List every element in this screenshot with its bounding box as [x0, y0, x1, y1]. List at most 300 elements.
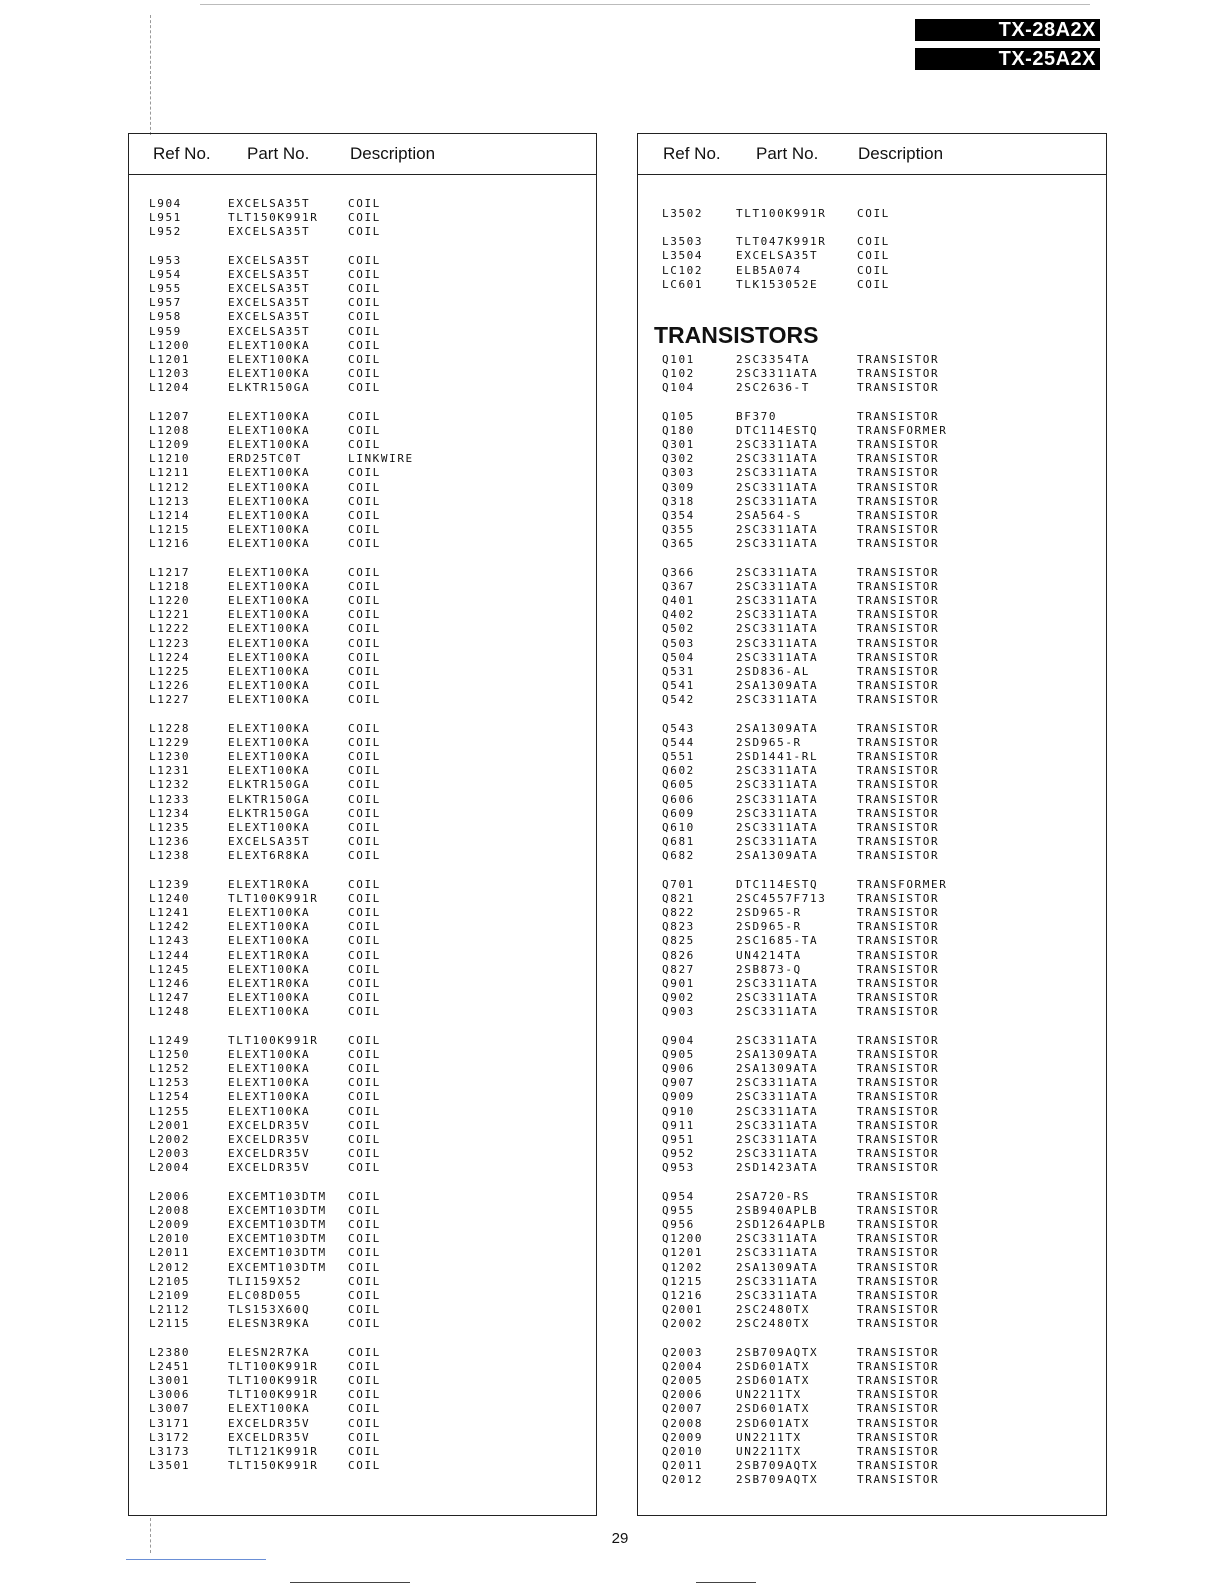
description-cell: TRANSISTOR [857, 977, 940, 990]
ref-no-cell: L1209 [149, 438, 191, 451]
description-cell: COIL [348, 338, 381, 352]
table-row [129, 1034, 596, 1047]
table-row [638, 367, 1106, 380]
part-no-cell: 2SB873-Q [736, 962, 802, 976]
description-cell: COIL [348, 1246, 381, 1260]
ref-no-cell: Q901 [662, 977, 695, 990]
table-row [638, 1105, 1106, 1118]
ref-no-cell: Q301 [662, 438, 695, 451]
table-row [129, 991, 596, 1004]
description-cell: COIL [348, 466, 381, 480]
part-no-cell: TLT100K991R [228, 891, 319, 905]
ref-no-cell: L1221 [149, 608, 191, 622]
description-cell: TRANSISTOR [857, 565, 940, 579]
ref-no-cell: L954 [149, 267, 182, 281]
description-cell: TRANSISTOR [857, 1317, 940, 1331]
part-no-cell: EXCELSA35T [228, 225, 311, 239]
description-cell: TRANSISTOR [857, 608, 940, 622]
part-no-cell: TLT100K991R [228, 1359, 319, 1373]
ref-no-cell: L2006 [149, 1189, 191, 1203]
table-row [638, 821, 1106, 834]
part-no-cell: 2SC3311ATA [736, 367, 819, 381]
ref-no-cell: Q365 [662, 537, 695, 551]
part-no-cell: 2SC3311ATA [736, 1133, 819, 1146]
footer-link-rule [126, 1559, 266, 1560]
description-cell: COIL [348, 537, 381, 551]
ref-no-cell: L1218 [149, 579, 191, 593]
table-row [129, 367, 596, 380]
ref-no-cell: Q827 [662, 962, 695, 976]
ref-no-cell: Q952 [662, 1147, 695, 1161]
section-title-transistors: TRANSISTORS [654, 322, 819, 348]
table-row [129, 481, 596, 494]
ref-no-cell: Q2001 [662, 1303, 704, 1317]
ref-no-cell: L2109 [149, 1289, 191, 1302]
table-row [638, 1275, 1106, 1288]
part-no-cell: ELEXT100KA [228, 650, 311, 664]
part-no-cell: 2SC3311ATA [736, 1232, 819, 1246]
part-no-cell: ELEXT100KA [228, 750, 311, 763]
ref-no-cell: Q180 [662, 423, 695, 437]
part-no-cell: EXCELSA35T [228, 253, 311, 267]
description-cell: TRANSFORMER [857, 423, 948, 437]
ref-no-cell: Q2006 [662, 1388, 704, 1402]
description-cell: COIL [348, 296, 381, 310]
description-cell: TRANSISTOR [857, 750, 940, 763]
ref-no-cell: L1226 [149, 679, 191, 693]
ref-no-cell: L2001 [149, 1118, 191, 1132]
description-cell: COIL [348, 1416, 381, 1430]
part-no-cell: 2SC3311ATA [736, 636, 819, 650]
ref-no-cell: L2003 [149, 1147, 191, 1161]
description-cell: TRANSISTOR [857, 806, 940, 820]
description-cell: TRANSISTOR [857, 693, 940, 707]
description-cell: TRANSISTOR [857, 1459, 940, 1473]
description-cell: COIL [857, 263, 890, 277]
ref-no-cell: L1235 [149, 821, 191, 834]
ref-no-cell: Q366 [662, 565, 695, 579]
description-cell: TRANSISTOR [857, 849, 940, 863]
ref-no-cell: L3503 [662, 235, 704, 249]
part-no-cell: 2SC3311ATA [736, 977, 819, 990]
ref-no-cell: Q1200 [662, 1232, 704, 1246]
table-row [638, 736, 1106, 749]
table-row [129, 1147, 596, 1160]
table-row [129, 268, 596, 281]
part-no-cell: 2SC3311ATA [736, 778, 819, 792]
description-cell: COIL [348, 891, 381, 905]
table-row [638, 580, 1106, 593]
ref-no-cell: Q605 [662, 778, 695, 792]
table-row [129, 254, 596, 267]
footer-rule [290, 1582, 410, 1583]
part-no-cell: ELEXT100KA [228, 665, 311, 678]
ref-no-cell: Q606 [662, 792, 695, 806]
table-row [638, 920, 1106, 933]
ref-no-cell: L1225 [149, 665, 191, 678]
table-row [129, 1062, 596, 1075]
table-row [129, 1374, 596, 1387]
table-row [129, 1317, 596, 1330]
ref-no-cell: Q2008 [662, 1416, 704, 1430]
part-no-cell: EXCELDR35V [228, 1161, 311, 1175]
ref-no-cell: L959 [149, 324, 182, 338]
part-no-cell: 2SA1309ATA [736, 679, 819, 693]
table-row [129, 424, 596, 437]
part-no-cell: ELEXT100KA [228, 565, 311, 579]
ref-no-cell: Q1216 [662, 1289, 704, 1302]
ref-no-cell: L1208 [149, 423, 191, 437]
description-cell: COIL [348, 948, 381, 962]
part-no-cell: 2SC3311ATA [736, 594, 819, 607]
part-no-cell: 2SA564-S [736, 509, 802, 522]
ref-no-cell: Q309 [662, 480, 695, 494]
ref-no-cell: L1236 [149, 835, 191, 849]
part-no-cell: 2SD836-AL [736, 665, 811, 678]
table-row [129, 1048, 596, 1061]
part-no-cell: ELEXT100KA [228, 693, 311, 707]
description-cell: TRANSISTOR [857, 438, 940, 451]
ref-no-cell: Q503 [662, 636, 695, 650]
description-cell: COIL [348, 1133, 381, 1146]
table-row [129, 1346, 596, 1359]
description-cell: TRANSISTOR [857, 636, 940, 650]
table-row [129, 1090, 596, 1103]
part-no-cell: ELEXT100KA [228, 991, 311, 1005]
ref-no-cell: L955 [149, 282, 182, 295]
description-cell: COIL [857, 207, 890, 220]
description-cell: COIL [348, 735, 381, 749]
ref-no-cell: L1241 [149, 906, 191, 919]
description-cell: COIL [348, 934, 381, 948]
part-no-cell: EXCEMT103DTM [228, 1260, 327, 1274]
description-cell: TRANSISTOR [857, 622, 940, 636]
part-no-cell: ELESN3R9KA [228, 1317, 311, 1331]
ref-no-cell: Q682 [662, 849, 695, 863]
table-row [129, 1360, 596, 1373]
part-no-cell: ELEXT100KA [228, 608, 311, 622]
description-cell: COIL [348, 523, 381, 537]
table-row [129, 849, 596, 862]
description-cell: TRANSISTOR [857, 1260, 940, 1274]
part-no-cell: 2SC3311ATA [736, 650, 819, 664]
description-cell: TRANSISTOR [857, 1473, 940, 1487]
description-cell: TRANSISTOR [857, 537, 940, 551]
ref-no-cell: L1220 [149, 594, 191, 607]
ref-no-cell: L3001 [149, 1374, 191, 1387]
table-row [129, 1417, 596, 1430]
table-row [638, 566, 1106, 579]
description-cell: COIL [348, 1260, 381, 1274]
table-row [638, 934, 1106, 947]
table-row [129, 197, 596, 210]
table-row [129, 963, 596, 976]
table-row [638, 807, 1106, 820]
table-row [638, 1431, 1106, 1444]
description-cell: COIL [348, 594, 381, 607]
table-row [638, 949, 1106, 962]
table-row [638, 1317, 1106, 1330]
description-cell: TRANSISTOR [857, 1203, 940, 1217]
table-header [638, 134, 1106, 175]
ref-no-cell: Q542 [662, 693, 695, 707]
ref-no-cell: Q903 [662, 1005, 695, 1019]
table-row [638, 963, 1106, 976]
part-no-cell: 2SD601ATX [736, 1416, 811, 1430]
description-cell: TRANSISTOR [857, 991, 940, 1005]
ref-no-cell: L951 [149, 211, 182, 225]
table-row [638, 1459, 1106, 1472]
description-cell: COIL [348, 1303, 381, 1317]
description-cell: TRANSISTOR [857, 1218, 940, 1231]
description-cell: COIL [348, 438, 381, 451]
table-row [129, 651, 596, 664]
description-cell: COIL [348, 821, 381, 834]
part-no-cell: TLT100K991R [228, 1388, 319, 1402]
part-no-cell: ELEXT100KA [228, 480, 311, 494]
table-row [638, 1388, 1106, 1401]
part-no-cell: ELC08D055 [228, 1289, 303, 1302]
part-no-cell: ELEXT100KA [228, 764, 311, 778]
table-row [129, 1218, 596, 1231]
ref-no-cell: L2105 [149, 1274, 191, 1288]
table-row [129, 1459, 596, 1472]
description-cell: TRANSISTOR [857, 1133, 940, 1146]
part-no-cell: ELEXT100KA [228, 920, 311, 934]
description-cell: COIL [348, 1232, 381, 1246]
description-cell: COIL [348, 608, 381, 622]
ref-no-cell: L904 [149, 197, 182, 210]
description-cell: COIL [348, 1147, 381, 1161]
ref-no-cell: Q609 [662, 806, 695, 820]
description-cell: TRANSISTOR [857, 1303, 940, 1317]
ref-no-cell: L1228 [149, 721, 191, 735]
description-cell: COIL [348, 1388, 381, 1402]
part-no-cell: 2SA1309ATA [736, 721, 819, 735]
description-cell: COIL [348, 267, 381, 281]
part-no-cell: UN2211TX [736, 1388, 802, 1402]
part-no-cell: 2SD965-R [736, 735, 802, 749]
table-row [638, 452, 1106, 465]
description-cell: COIL [348, 877, 381, 891]
table-row [638, 722, 1106, 735]
part-no-cell: ELEXT100KA [228, 409, 311, 423]
table-row [638, 977, 1106, 990]
table-row [129, 1204, 596, 1217]
ref-no-cell: Q104 [662, 381, 695, 395]
table-row [638, 1090, 1106, 1103]
part-no-cell: EXCEMT103DTM [228, 1203, 327, 1217]
description-cell: COIL [348, 1218, 381, 1231]
ref-no-cell: L1250 [149, 1047, 191, 1061]
part-no-cell: 2SC3311ATA [736, 1274, 819, 1288]
part-no-cell: ELEXT100KA [228, 353, 311, 366]
table-row [129, 225, 596, 238]
part-no-cell: ELKTR150GA [228, 778, 311, 792]
description-cell: COIL [348, 962, 381, 976]
ref-no-cell: Q551 [662, 750, 695, 763]
part-no-cell: ELEXT6R8KA [228, 849, 311, 863]
part-no-cell: ELEXT100KA [228, 735, 311, 749]
table-row [129, 1431, 596, 1444]
table-row [638, 793, 1106, 806]
ref-no-cell: L3173 [149, 1445, 191, 1458]
description-cell: COIL [348, 1445, 381, 1458]
part-no-cell: 2SC3311ATA [736, 1246, 819, 1260]
description-cell: COIL [348, 282, 381, 295]
ref-no-cell: L1247 [149, 991, 191, 1005]
ref-no-cell: L1210 [149, 452, 191, 466]
ref-no-cell: Q821 [662, 891, 695, 905]
table-row [638, 637, 1106, 650]
part-no-cell: ELEXT1R0KA [228, 948, 311, 962]
table-row [129, 211, 596, 224]
col-header-part-no: Part No. [247, 144, 310, 163]
description-cell: TRANSISTOR [857, 934, 940, 948]
ref-no-cell: L2011 [149, 1246, 191, 1260]
ref-no-cell: LC102 [662, 263, 704, 277]
part-no-cell: 2SD1423ATA [736, 1161, 819, 1175]
description-cell: COIL [348, 480, 381, 494]
description-cell: COIL [348, 679, 381, 693]
table-row [638, 1289, 1106, 1302]
ref-no-cell: L957 [149, 296, 182, 310]
description-cell: COIL [857, 249, 890, 263]
description-cell: COIL [348, 225, 381, 239]
ref-no-cell: L2008 [149, 1203, 191, 1217]
ref-no-cell: L1242 [149, 920, 191, 934]
ref-no-cell: L1248 [149, 1005, 191, 1019]
table-row [638, 1346, 1106, 1359]
table-row [129, 1232, 596, 1245]
part-no-cell: TLT150K991R [228, 211, 319, 225]
table-row [129, 878, 596, 891]
table-row [129, 410, 596, 423]
part-no-cell: ELEXT100KA [228, 821, 311, 834]
description-cell: TRANSISTOR [857, 381, 940, 395]
part-no-cell: ELEXT100KA [228, 636, 311, 650]
part-no-cell: 2SD965-R [736, 906, 802, 919]
ref-no-cell: L3171 [149, 1416, 191, 1430]
part-no-cell: 2SC3311ATA [736, 792, 819, 806]
part-no-cell: 2SC3311ATA [736, 1118, 819, 1132]
description-cell: COIL [348, 211, 381, 225]
part-no-cell: 2SA1309ATA [736, 1062, 819, 1075]
table-row [638, 991, 1106, 1004]
part-no-cell: 2SC2480TX [736, 1303, 811, 1317]
table-header [129, 134, 596, 175]
table-row [129, 750, 596, 763]
part-no-cell: 2SC2480TX [736, 1317, 811, 1331]
table-row [638, 1417, 1106, 1430]
table-row [129, 1190, 596, 1203]
table-row [638, 608, 1106, 621]
part-no-cell: ELEXT100KA [228, 509, 311, 522]
part-no-cell: 2SC3311ATA [736, 806, 819, 820]
ref-no-cell: L1234 [149, 806, 191, 820]
description-cell: COIL [348, 353, 381, 366]
part-no-cell: 2SA1309ATA [736, 1260, 819, 1274]
footer-rule [696, 1582, 756, 1583]
table-row [129, 1005, 596, 1018]
ref-no-cell: Q544 [662, 735, 695, 749]
table-row [638, 906, 1106, 919]
part-no-cell: ELEXT100KA [228, 906, 311, 919]
part-no-cell: TLT100K991R [228, 1033, 319, 1047]
description-cell: COIL [348, 1203, 381, 1217]
description-cell: COIL [348, 665, 381, 678]
part-no-cell: UN2211TX [736, 1430, 802, 1444]
ref-no-cell: L1223 [149, 636, 191, 650]
table-row [129, 679, 596, 692]
table-row [129, 764, 596, 777]
description-cell: COIL [348, 579, 381, 593]
description-cell: COIL [348, 622, 381, 636]
ref-no-cell: L1229 [149, 735, 191, 749]
part-no-cell: ELEXT100KA [228, 1090, 311, 1104]
description-cell: TRANSISTOR [857, 821, 940, 834]
ref-no-cell: Q101 [662, 353, 695, 366]
description-cell: TRANSISTOR [857, 1161, 940, 1175]
part-no-cell: EXCELSA35T [228, 267, 311, 281]
ref-no-cell: Q2010 [662, 1445, 704, 1458]
table-row [129, 665, 596, 678]
description-cell: TRANSISTOR [857, 1062, 940, 1075]
description-cell: TRANSISTOR [857, 792, 940, 806]
description-cell: COIL [348, 1104, 381, 1118]
table-row [129, 793, 596, 806]
part-no-cell: ELEXT100KA [228, 494, 311, 508]
part-no-cell: ELEXT100KA [228, 523, 311, 537]
part-no-cell: ELESN2R7KA [228, 1345, 311, 1359]
description-cell: COIL [348, 778, 381, 792]
table-row [638, 523, 1106, 536]
ref-no-cell: Q354 [662, 509, 695, 522]
table-row [129, 594, 596, 607]
ref-no-cell: Q2004 [662, 1359, 704, 1373]
ref-no-cell: Q2002 [662, 1317, 704, 1331]
ref-no-cell: Q2012 [662, 1473, 704, 1487]
part-no-cell: ELEXT1R0KA [228, 877, 311, 891]
table-row [638, 594, 1106, 607]
table-row [638, 849, 1106, 862]
table-row [638, 1076, 1106, 1089]
part-no-cell: ELEXT100KA [228, 1005, 311, 1019]
description-cell: TRANSISTOR [857, 1147, 940, 1161]
table-row [129, 693, 596, 706]
ref-no-cell: L3504 [662, 249, 704, 263]
description-cell: TRANSISTOR [857, 1430, 940, 1444]
table-row [129, 835, 596, 848]
description-cell: COIL [348, 1076, 381, 1090]
table-row [638, 1360, 1106, 1373]
table-row [638, 537, 1106, 550]
part-no-cell: ELEXT100KA [228, 466, 311, 480]
ref-no-cell: Q954 [662, 1189, 695, 1203]
description-cell: TRANSISTOR [857, 579, 940, 593]
part-no-cell: TLT047K991R [736, 235, 827, 249]
ref-no-cell: L1201 [149, 353, 191, 366]
description-cell: COIL [348, 409, 381, 423]
table-row [129, 1445, 596, 1458]
table-row [129, 722, 596, 735]
table-row [129, 1261, 596, 1274]
part-no-cell: ELEXT100KA [228, 1104, 311, 1118]
description-cell: TRANSISTOR [857, 679, 940, 693]
table-row [638, 1232, 1106, 1245]
part-no-cell: ELEXT1R0KA [228, 977, 311, 990]
description-cell: TRANSISTOR [857, 353, 940, 366]
